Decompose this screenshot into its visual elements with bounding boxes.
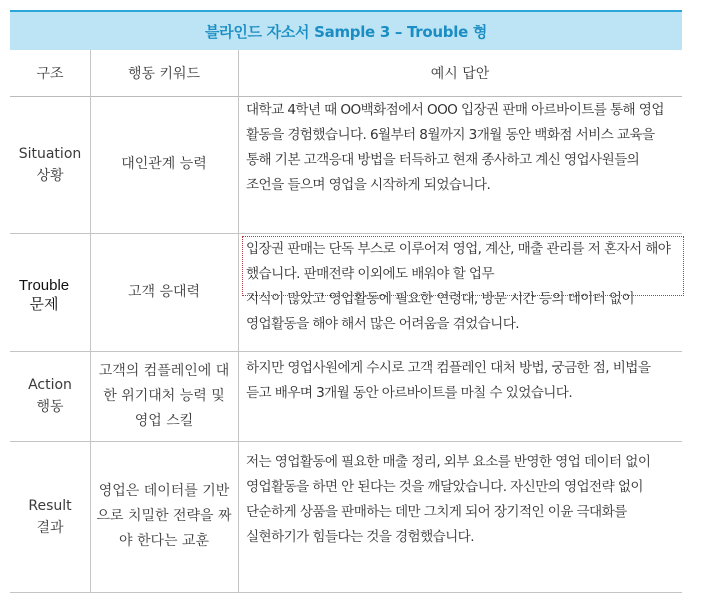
answer-highlight-text: 입장권 판매는 단독 부스로 이루어져 영업, 계산, 매출 관리를 저 혼자서 해야 했습니다. 판매전략 이외에도 배워야 할 업무: [246, 241, 671, 282]
column-divider: [238, 50, 239, 592]
structure-ko: 상황: [36, 167, 64, 184]
answer-text: 지식이 많았고 영업활동에 필요한 연령대, 방문 시간 등의 데이터 없이 영업활동을 해야 해서 많은 어려움을 겪었습니다.: [246, 291, 635, 332]
table-row-action-keyword: 고객의 컴플레인에 대한 위기대처 능력 및 영업 스킬: [98, 362, 230, 429]
table-title-bar: [10, 10, 682, 50]
structure-ko: 행동: [36, 399, 64, 415]
table-row-action-structure: [10, 351, 90, 441]
document-sheet: [10, 10, 682, 592]
table-bottom-border: [10, 592, 682, 593]
table-row-result-answer: [246, 450, 678, 550]
table-title: 블라인드 자소서 Sample 3 – Trouble 형: [204, 22, 488, 41]
table-row-situation-structure: [10, 96, 90, 233]
structure-ko: 결과: [36, 519, 64, 536]
structure-en: Action: [28, 377, 72, 393]
overlay-label-en: Trouble: [18, 277, 70, 294]
header-answer: 예시 답안: [430, 66, 490, 82]
table-header-row: [10, 50, 682, 97]
table-row-trouble-keyword: 고객 응대력: [127, 283, 201, 300]
table-row-action-answer: [246, 356, 678, 406]
table-row-result-keyword: 영업은 데이터를 기반으로 치밀한 전략을 짜야 한다는 교훈: [96, 483, 232, 549]
table-row-situation-answer: [246, 98, 678, 198]
structure-en: Situation: [18, 145, 82, 162]
highlight-dotted-box: [242, 236, 684, 296]
structure-en: Result: [28, 497, 72, 514]
answer-text: 저는 영업활동에 필요한 매출 정리, 외부 요소를 반영한 영업 데이터 없이 영업활동을 하면 안 된다는 것을 깨달았습니다. 자신만의 영업전략 없이 단순하게 상품을 판매하는 데만 그치게 되어 장기적인 이윤 극대화를 실현하기가 힘들다는 것을 경험했습니다.: [246, 454, 651, 545]
header-keyword: 행동 키워드: [127, 66, 201, 82]
answer-text: 대학교 4학년 때 OO백화점에서 OOO 입장권 판매 아르바이트를 통해 영업 활동을 경험했습니다. 6월부터 8월까지 3개월 동안 백화점 서비스 교육을 통해 기본 고객응대 방법을 터득하고 현재 종사하고 계신 영업사원들의 조언을 들으며 영업을 시작하게 되었습니다.: [246, 102, 664, 193]
table-row-result-structure: [10, 441, 90, 592]
overlay-label-ko: 문제: [29, 296, 59, 313]
header-structure: 구조: [36, 66, 64, 82]
trouble-overlay-label: [4, 276, 84, 314]
table-row-situation-keyword: 대인관계 능력: [121, 156, 207, 172]
answer-text: 하지만 영업사원에게 수시로 고객 컴플레인 대처 방법, 궁금한 점, 비법을 듣고 배우며 3개월 동안 아르바이트를 마칠 수 있었습니다.: [246, 360, 651, 401]
